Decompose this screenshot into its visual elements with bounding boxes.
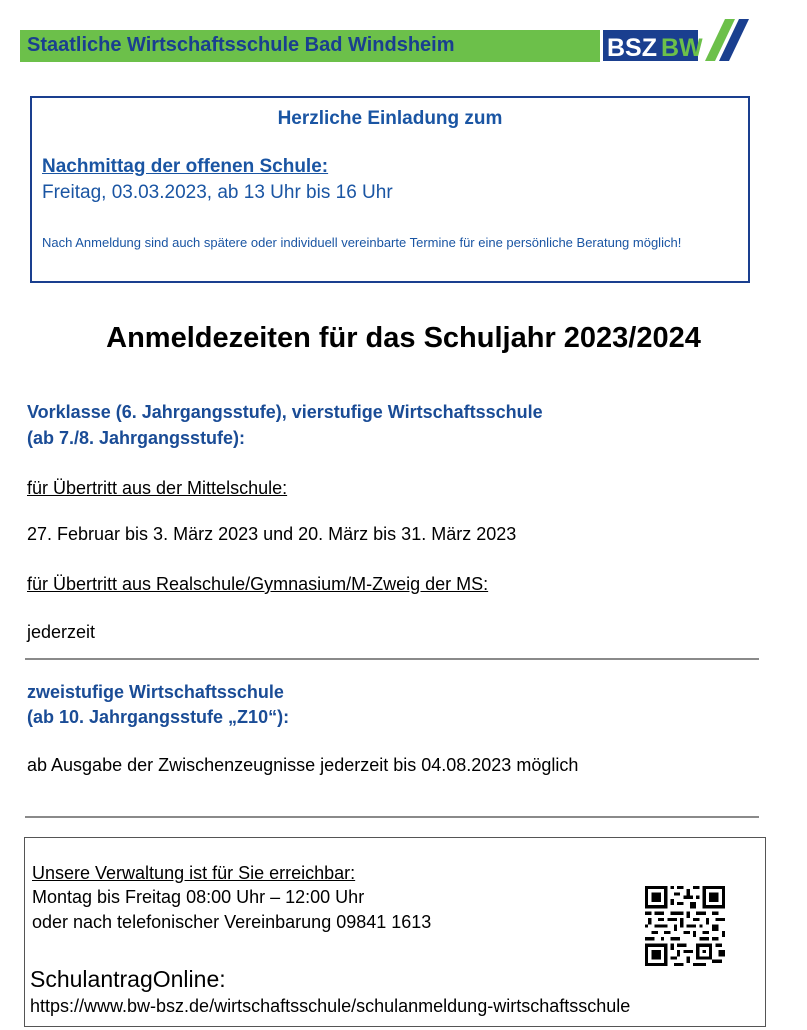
page-title: Anmeldezeiten für das Schuljahr 2023/2024: [106, 322, 701, 354]
qr-code-icon[interactable]: [645, 886, 725, 966]
invitation-event: Nachmittag der offenen Schule:: [42, 156, 329, 177]
school-name: Staatliche Wirtschaftsschule Bad Windsheim: [27, 34, 455, 56]
section1-heading-line1: Vorklasse (6. Jahrgangsstufe), vierstufige Wirtschaftsschule: [27, 402, 543, 422]
section1-subheading-mittelschule: für Übertritt aus der Mittelschule:: [27, 478, 288, 498]
invitation-date: Freitag, 03.03.2023, ab 13 Uhr bis 16 Uhr: [42, 182, 393, 203]
logo-text-bw: BW: [661, 34, 703, 62]
section1-dates-mittelschule: 27. Februar bis 3. März 2023 und 20. März bis 31. März 2023: [27, 524, 517, 544]
section2-text: ab Ausgabe der Zwischenzeugnisse jederzeit bis 04.08.2023 möglich: [27, 755, 579, 775]
contact-hours: Montag bis Freitag 08:00 Uhr – 12:00 Uhr: [32, 887, 365, 907]
divider: [25, 816, 759, 818]
contact-phone: oder nach telefonischer Vereinbarung 09841 1613: [32, 912, 432, 932]
registration-link[interactable]: https://www.bw-bsz.de/wirtschaftsschule/schulanmeldung-wirtschaftsschule: [30, 996, 631, 1016]
section2-heading-line1: zweistufige Wirtschaftsschule: [27, 682, 284, 702]
contact-box: [24, 837, 766, 1027]
section2-heading-line2: (ab 10. Jahrgangsstufe „Z10“):: [27, 707, 290, 727]
contact-heading: Unsere Verwaltung ist für Sie erreichbar:: [32, 863, 356, 883]
bsz-bw-logo: [603, 17, 753, 63]
logo-text-bsz: BSZ: [607, 34, 657, 62]
online-label: SchulantragOnline:: [30, 966, 226, 992]
section1-heading-line2: (ab 7./8. Jahrgangsstufe):: [27, 428, 246, 448]
invitation-heading: Herzliche Einladung zum: [277, 108, 503, 129]
section1-subheading-realschule: für Übertritt aus Realschule/Gymnasium/M-Zweig der MS:: [27, 574, 489, 594]
invitation-box: [30, 96, 750, 283]
invitation-note: Nach Anmeldung sind auch spätere oder individuell vereinbarte Termine für eine persönliche Beratung möglich!: [42, 235, 682, 250]
section1-dates-realschule: jederzeit: [27, 622, 96, 642]
divider: [25, 658, 759, 660]
